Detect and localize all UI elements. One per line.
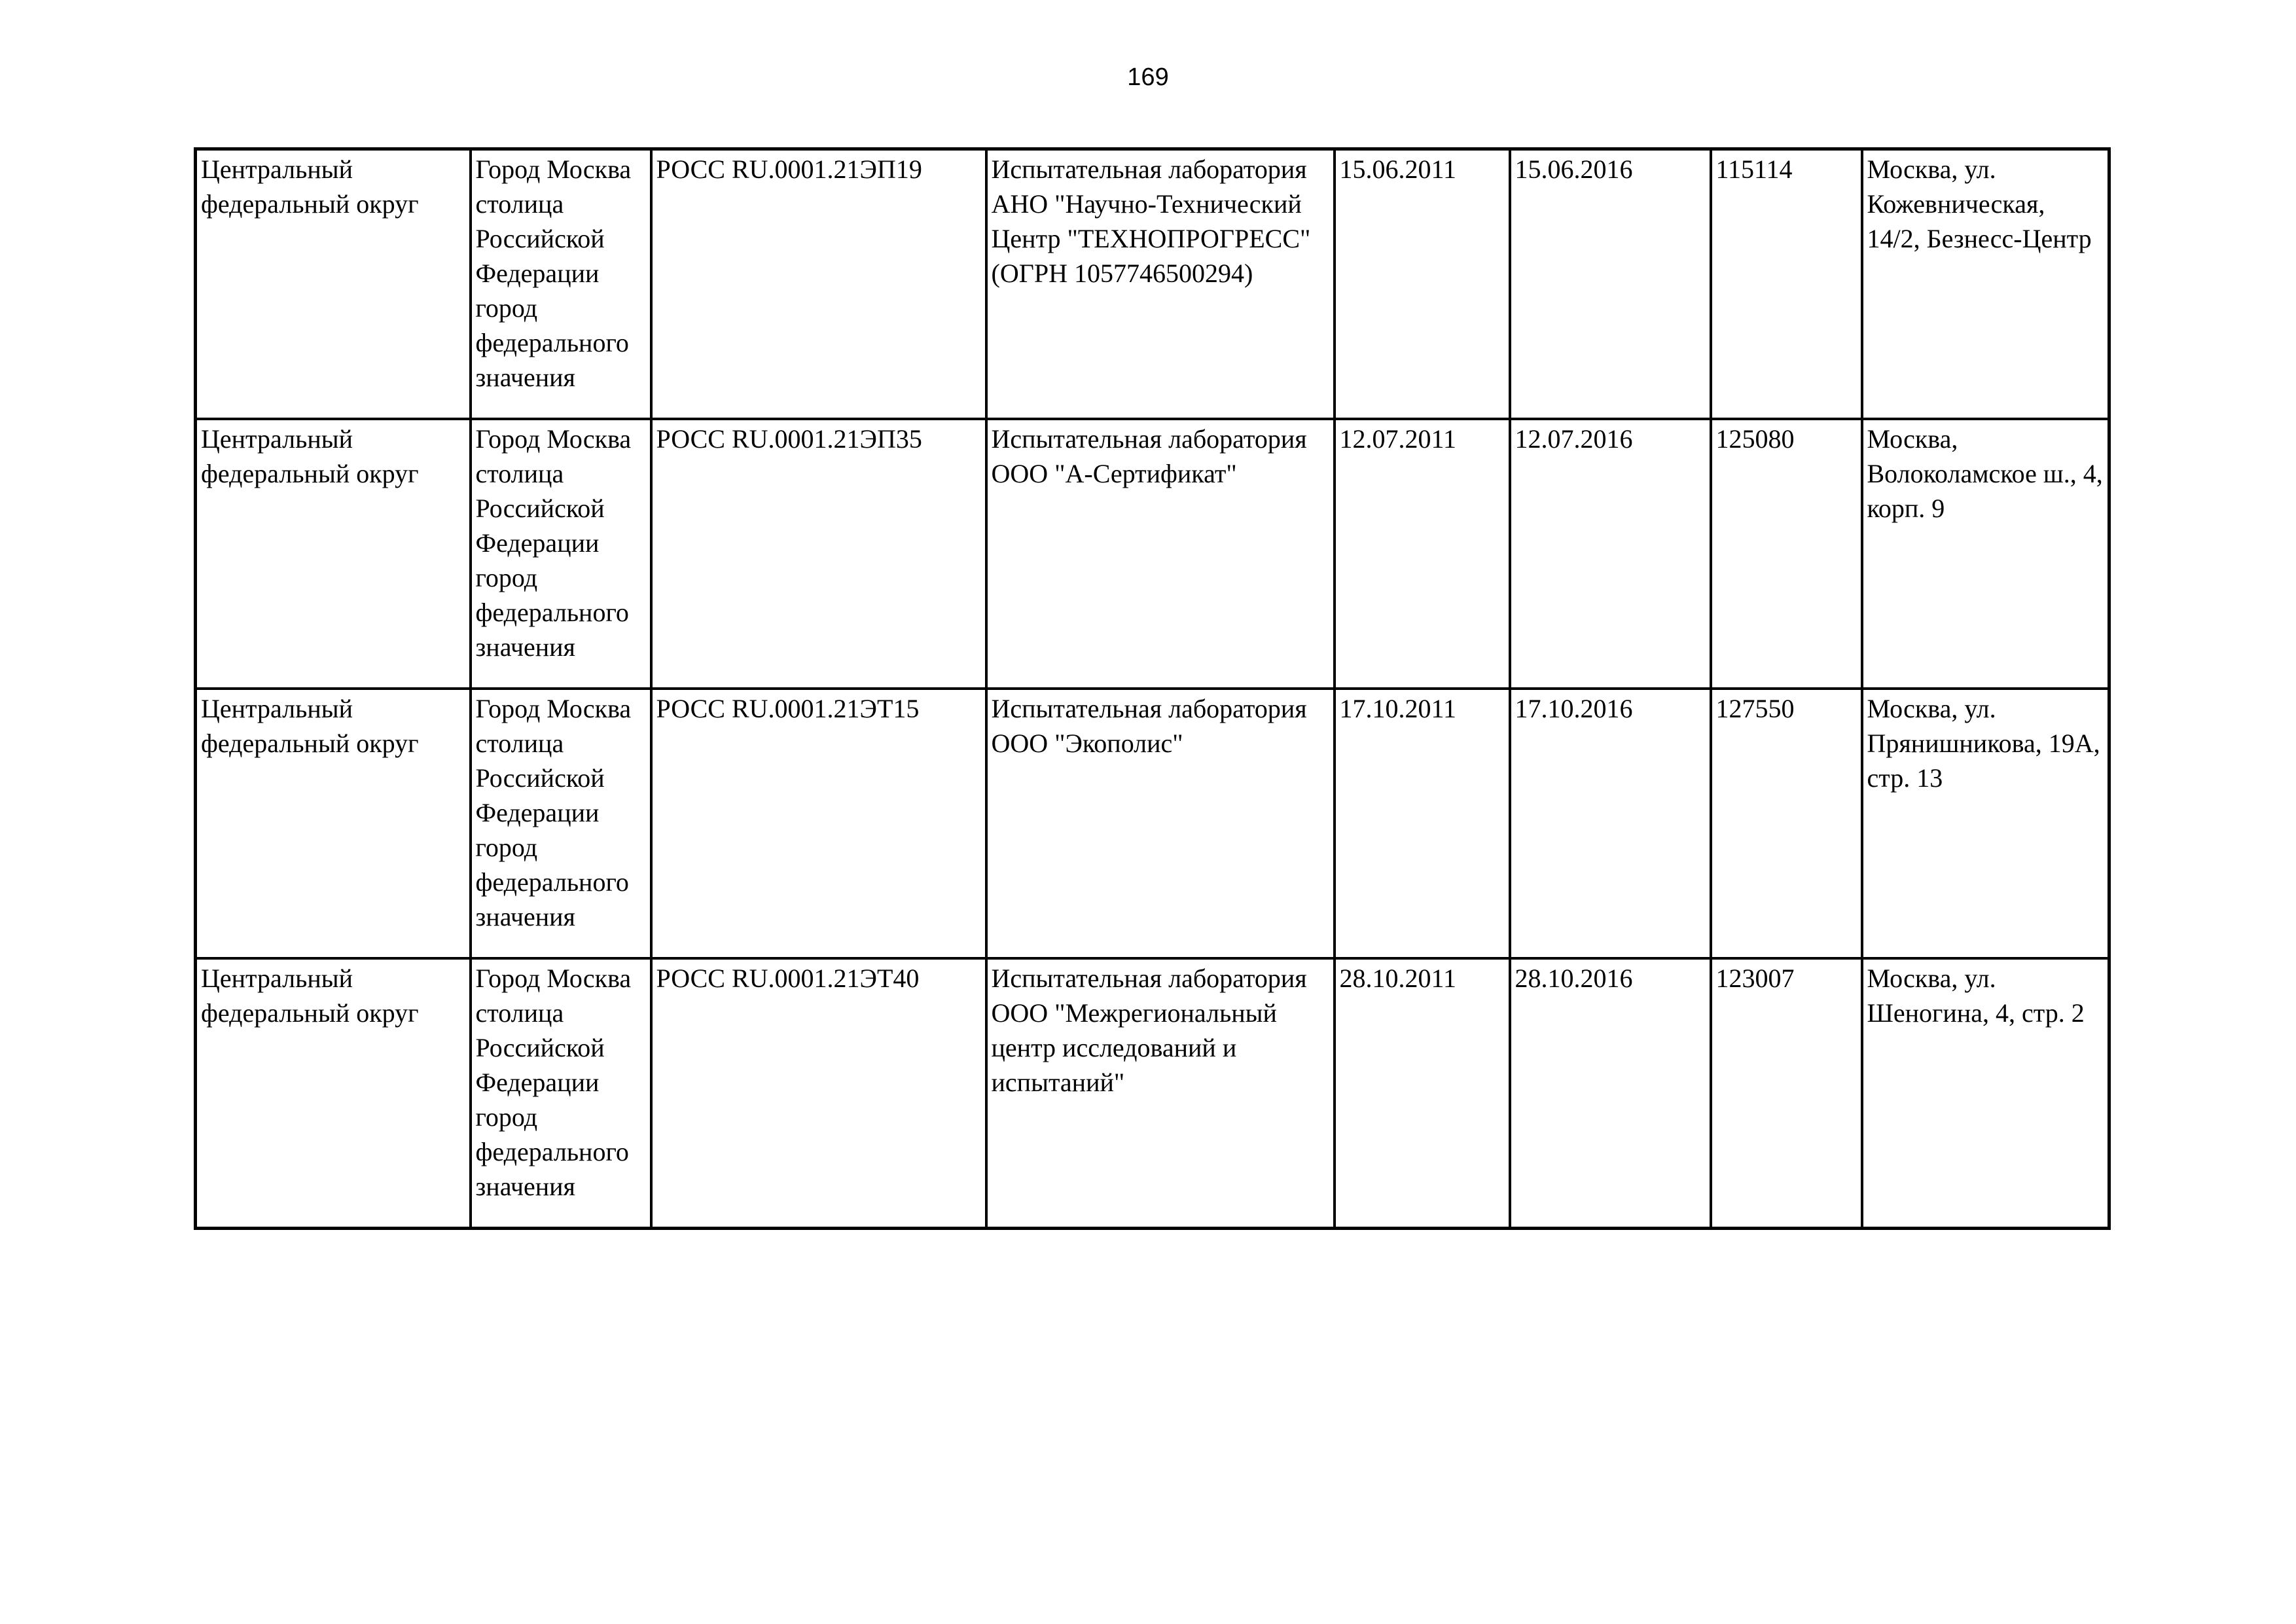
address-text: Москва, ул. Кожевническая, 14/2, Безнесс-Центр: [1867, 154, 2092, 253]
region-text: Город Москва столица Российской Федерации город федерального значения: [475, 694, 632, 931]
region-cell: [471, 689, 651, 958]
district-cell: [196, 149, 471, 420]
district-text: Центральный федеральный округ: [201, 154, 419, 219]
address-text: Москва, ул. Шеногина, 4, стр. 2: [1867, 964, 2085, 1028]
address-cell: [1862, 689, 2109, 958]
address-cell: [1862, 419, 2109, 689]
reg-number-cell: [651, 958, 986, 1229]
date-valid-cell: [1510, 958, 1711, 1229]
region-text: Город Москва столица Российской Федерации город федерального значения: [475, 964, 632, 1201]
date-valid-cell: [1510, 149, 1711, 420]
organization-cell: [986, 689, 1335, 958]
organization-cell: [986, 958, 1335, 1229]
date-issued-text: 12.07.2011: [1339, 424, 1457, 454]
reg-number-cell: [651, 689, 986, 958]
postal-code-cell: [1711, 689, 1862, 958]
postal-code-text: 127550: [1715, 694, 1795, 723]
district-cell: [196, 689, 471, 958]
table-body: [196, 149, 2109, 1229]
page-number: 169: [1127, 63, 1169, 91]
table-row: [196, 419, 2109, 689]
region-text: Город Москва столица Российской Федерации город федерального значения: [475, 424, 632, 662]
reg-number-cell: [651, 419, 986, 689]
organization-text: Испытательная лаборатория ООО "Экополис": [991, 694, 1307, 758]
district-cell: [196, 958, 471, 1229]
reg-number-text: РОСС RU.0001.21ЭТ40: [656, 964, 920, 993]
postal-code-cell: [1711, 149, 1862, 420]
date-issued-cell: [1335, 689, 1510, 958]
postal-code-text: 123007: [1715, 964, 1795, 993]
region-cell: [471, 958, 651, 1229]
date-issued-text: 28.10.2011: [1339, 964, 1457, 993]
postal-code-cell: [1711, 419, 1862, 689]
address-text: Москва, ул. Прянишникова, 19А, стр. 13: [1867, 694, 2100, 793]
organization-text: Испытательная лаборатория ООО "А-Сертификат": [991, 424, 1307, 488]
organization-cell: [986, 149, 1335, 420]
date-valid-cell: [1510, 419, 1711, 689]
date-issued-text: 17.10.2011: [1339, 694, 1457, 723]
district-text: Центральный федеральный округ: [201, 964, 419, 1028]
date-valid-text: 12.07.2016: [1515, 424, 1633, 454]
date-valid-text: 15.06.2016: [1515, 154, 1633, 184]
reg-number-text: РОСС RU.0001.21ЭТ15: [656, 694, 920, 723]
region-cell: [471, 419, 651, 689]
reg-number-text: РОСС RU.0001.21ЭП35: [656, 424, 922, 454]
date-issued-cell: [1335, 958, 1510, 1229]
organization-text: Испытательная лаборатория АНО "Научно-Технический Центр "ТЕХНОПРОГРЕСС" (ОГРН 1057746500294): [991, 154, 1311, 288]
date-issued-cell: [1335, 419, 1510, 689]
region-text: Город Москва столица Российской Федерации город федерального значения: [475, 154, 632, 392]
district-cell: [196, 419, 471, 689]
table-row: [196, 149, 2109, 420]
postal-code-cell: [1711, 958, 1862, 1229]
registry-table: [194, 147, 2111, 1230]
address-cell: [1862, 149, 2109, 420]
district-text: Центральный федеральный округ: [201, 424, 419, 488]
address-cell: [1862, 958, 2109, 1229]
reg-number-text: РОСС RU.0001.21ЭП19: [656, 154, 922, 184]
address-text: Москва, Волоколамское ш., 4, корп. 9: [1867, 424, 2103, 523]
date-valid-text: 28.10.2016: [1515, 964, 1633, 993]
table-row: [196, 958, 2109, 1229]
postal-code-text: 125080: [1715, 424, 1795, 454]
date-valid-text: 17.10.2016: [1515, 694, 1633, 723]
date-issued-text: 15.06.2011: [1339, 154, 1457, 184]
organization-text: Испытательная лаборатория ООО "Межрегиональный центр исследований и испытаний": [991, 964, 1307, 1097]
organization-cell: [986, 419, 1335, 689]
postal-code-text: 115114: [1715, 154, 1793, 184]
date-issued-cell: [1335, 149, 1510, 420]
reg-number-cell: [651, 149, 986, 420]
date-valid-cell: [1510, 689, 1711, 958]
table-row: [196, 689, 2109, 958]
region-cell: [471, 149, 651, 420]
district-text: Центральный федеральный округ: [201, 694, 419, 758]
